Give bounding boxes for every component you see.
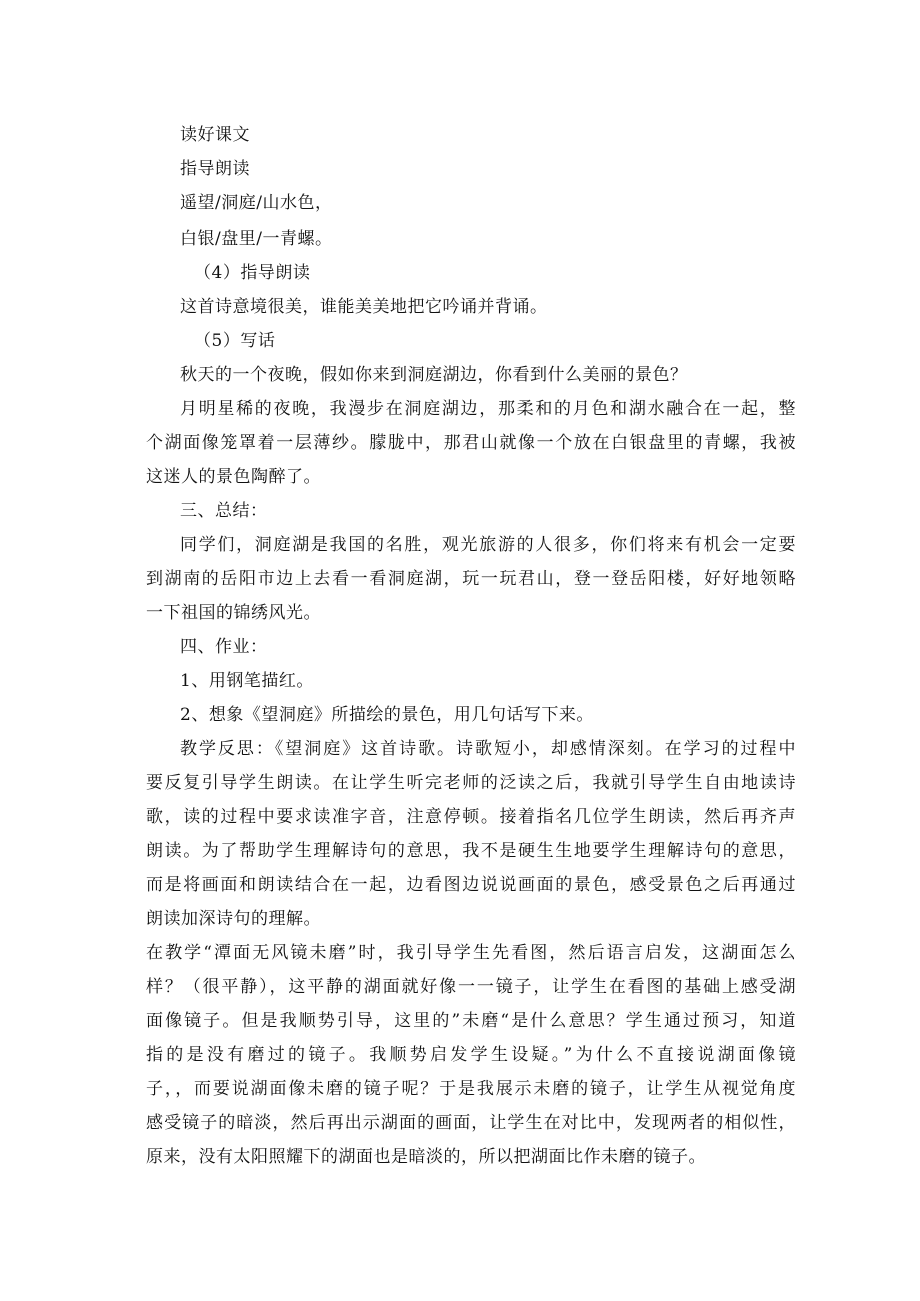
section-heading-read-text: 读好课文 xyxy=(180,125,250,145)
step-4-text: 这首诗意境很美，谁能美美地把它吟诵并背诵。 xyxy=(180,297,548,317)
step-4-heading: （4）指导朗读 xyxy=(194,263,311,283)
sample-paragraph-line: 这迷人的景色陶醉了。 xyxy=(146,467,321,487)
reflection-paragraph-line: 朗读。为了帮助学生理解诗句的意思，我不是硬生生地要学生理解诗句的意思， xyxy=(146,841,796,861)
summary-paragraph-line: 到湖南的岳阳市边上去看一看洞庭湖，玩一玩君山，登一登岳阳楼，好好地领略 xyxy=(146,569,796,589)
teaching-paragraph-line: 面像镜子。但是我顺势引导，这里的”未磨“是什么意思？学生通过预习，知道 xyxy=(146,1011,796,1031)
poem-line-1: 遥望/洞庭/山水色， xyxy=(180,193,333,213)
teaching-paragraph-line: 在教学“潭面无风镜未磨”时，我引导学生先看图，然后语言启发，这湖面怎么 xyxy=(146,943,796,963)
teaching-paragraph-line: 原来，没有太阳照耀下的湖面也是暗淡的，所以把湖面比作未磨的镜子。 xyxy=(146,1147,706,1167)
teaching-paragraph-line: 指的是没有磨过的镜子。我顺势启发学生设疑。”为什么不直接说湖面像镜 xyxy=(146,1045,796,1065)
sample-paragraph-line: 个湖面像笼罩着一层薄纱。朦胧中，那君山就像一个放在白银盘里的青螺，我被 xyxy=(146,433,796,453)
homework-item-1: 1、用钢笔描红。 xyxy=(180,671,314,691)
writing-prompt: 秋天的一个夜晚，假如你来到洞庭湖边，你看到什么美丽的景色？ xyxy=(180,365,688,385)
reflection-paragraph-line: 朗读加深诗句的理解。 xyxy=(146,909,321,929)
step-5-heading: （5）写话 xyxy=(194,331,276,351)
subheading-guide-reading: 指导朗读 xyxy=(180,159,250,179)
homework-item-2: 2、想象《望洞庭》所描绘的景色，用几句话写下来。 xyxy=(180,705,594,725)
reflection-paragraph-line: 要反复引导学生朗读。在让学生听完老师的泛读之后，我就引导学生自由地读诗 xyxy=(146,773,796,793)
teaching-paragraph-line: 感受镜子的暗淡，然后再出示湖面的画面，让学生在对比中，发现两者的相似性， xyxy=(146,1113,796,1133)
sample-paragraph-line: 月明星稀的夜晚，我漫步在洞庭湖边，那柔和的月色和湖水融合在一起，整 xyxy=(180,399,796,419)
summary-paragraph-line: 一下祖国的锦绣风光。 xyxy=(146,603,321,623)
reflection-paragraph-line: 而是将画面和朗读结合在一起，边看图边说说画面的景色，感受景色之后再通过 xyxy=(146,875,796,895)
section-heading-homework: 四、作业： xyxy=(180,637,268,657)
poem-line-2: 白银/盘里/一青螺。 xyxy=(180,229,333,249)
reflection-paragraph-line: 歌，读的过程中要求读准字音，注意停顿。接着指名几位学生朗读，然后再齐声 xyxy=(146,807,796,827)
reflection-paragraph-line: 教学反思：《望洞庭》这首诗歌。诗歌短小，却感情深刻。在学习的过程中 xyxy=(180,739,796,759)
section-heading-summary: 三、总结： xyxy=(180,501,268,521)
teaching-paragraph-line: 样？（很平静），这平静的湖面就好像一一镜子，让学生在看图的基础上感受湖 xyxy=(146,977,796,997)
teaching-paragraph-line: 子，，而要说湖面像未磨的镜子呢？于是我展示未磨的镜子，让学生从视觉角度 xyxy=(146,1079,796,1099)
summary-paragraph-line: 同学们，洞庭湖是我国的名胜，观光旅游的人很多，你们将来有机会一定要 xyxy=(180,535,796,555)
